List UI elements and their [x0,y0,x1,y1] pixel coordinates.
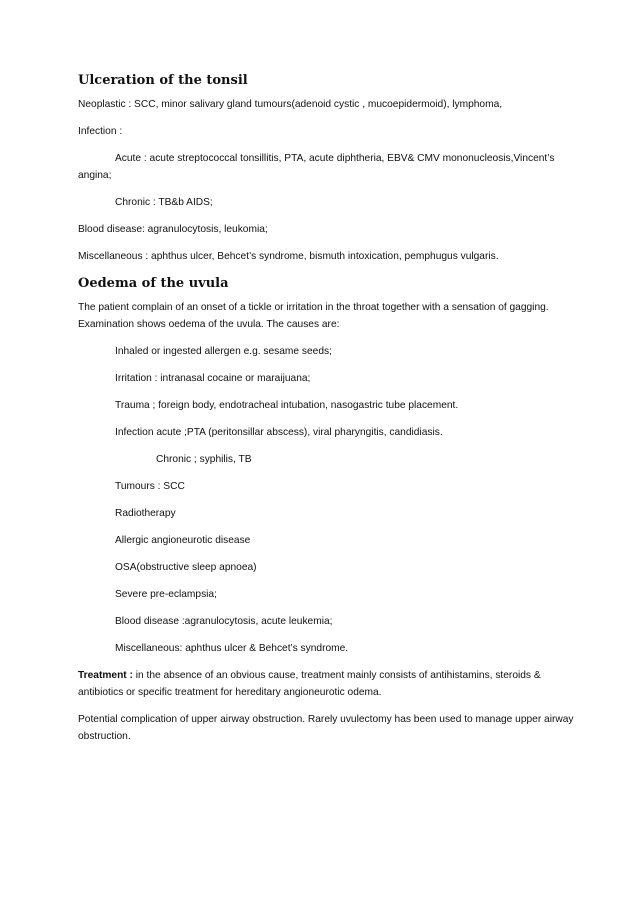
cause-item: Severe pre-eclampsia; [115,589,217,600]
infection-label: Infection : [78,126,123,137]
treatment-paragraph [78,667,578,701]
uvula-intro-paragraph: The patient complain of an onset of a tickle or irritation in the throat together with a sensation of gagging. Examination shows oedema of the uvula. The causes are: [78,302,549,330]
blood-disease-paragraph: Blood disease: agranulocytosis, leukomia; [78,224,268,235]
cause-item: Trauma ; foreign body, endotracheal intubation, nasogastric tube placement. [115,400,459,411]
cause-item: Irritation : intranasal cocaine or maraijuana; [115,373,311,384]
acute-infection-paragraph: Acute : acute streptococcal tonsillitis, PTA, acute diphtheria, EBV& CMV mononucleosis,Vincent’s angina; [78,153,555,181]
heading-ulceration-tonsil: Ulceration of the tonsil [78,73,248,88]
cause-item-chronic: Chronic ; syphilis, TB [156,454,252,465]
cause-item: Inhaled or ingested allergen e.g. sesame seeds; [115,346,332,357]
complication-paragraph: Potential complication of upper airway obstruction. Rarely uvulectomy has been used to manage upper airway obstruction. [78,714,574,742]
cause-item: Blood disease :agranulocytosis, acute leukemia; [115,616,333,627]
document-page [78,72,578,755]
miscellaneous-paragraph: Miscellaneous : aphthus ulcer, Behcet’s syndrome, bismuth intoxication, pemphugus vulgaris. [78,251,499,262]
chronic-infection-paragraph: Chronic : TB&b AIDS; [115,197,213,208]
treatment-label: Treatment : [78,670,133,681]
treatment-text: in the absence of an obvious cause, treatment mainly consists of antihistamins, steroids & antibiotics or specific treatment for hereditary angioneurotic odema. [78,670,541,698]
cause-item: Radiotherapy [115,508,176,519]
neoplastic-paragraph: Neoplastic : SCC, minor salivary gland tumours(adenoid cystic , mucoepidermoid), lymphoma, [78,99,503,110]
cause-item: Infection acute ;PTA (peritonsillar abscess), viral pharyngitis, candidiasis. [115,427,443,438]
cause-item: Allergic angioneurotic disease [115,535,251,546]
cause-item: Miscellaneous: aphthus ulcer & Behcet’s syndrome. [115,643,349,654]
cause-item: OSA(obstructive sleep apnoea) [115,562,257,573]
heading-oedema-uvula: Oedema of the uvula [78,276,229,291]
cause-item: Tumours : SCC [115,481,185,492]
